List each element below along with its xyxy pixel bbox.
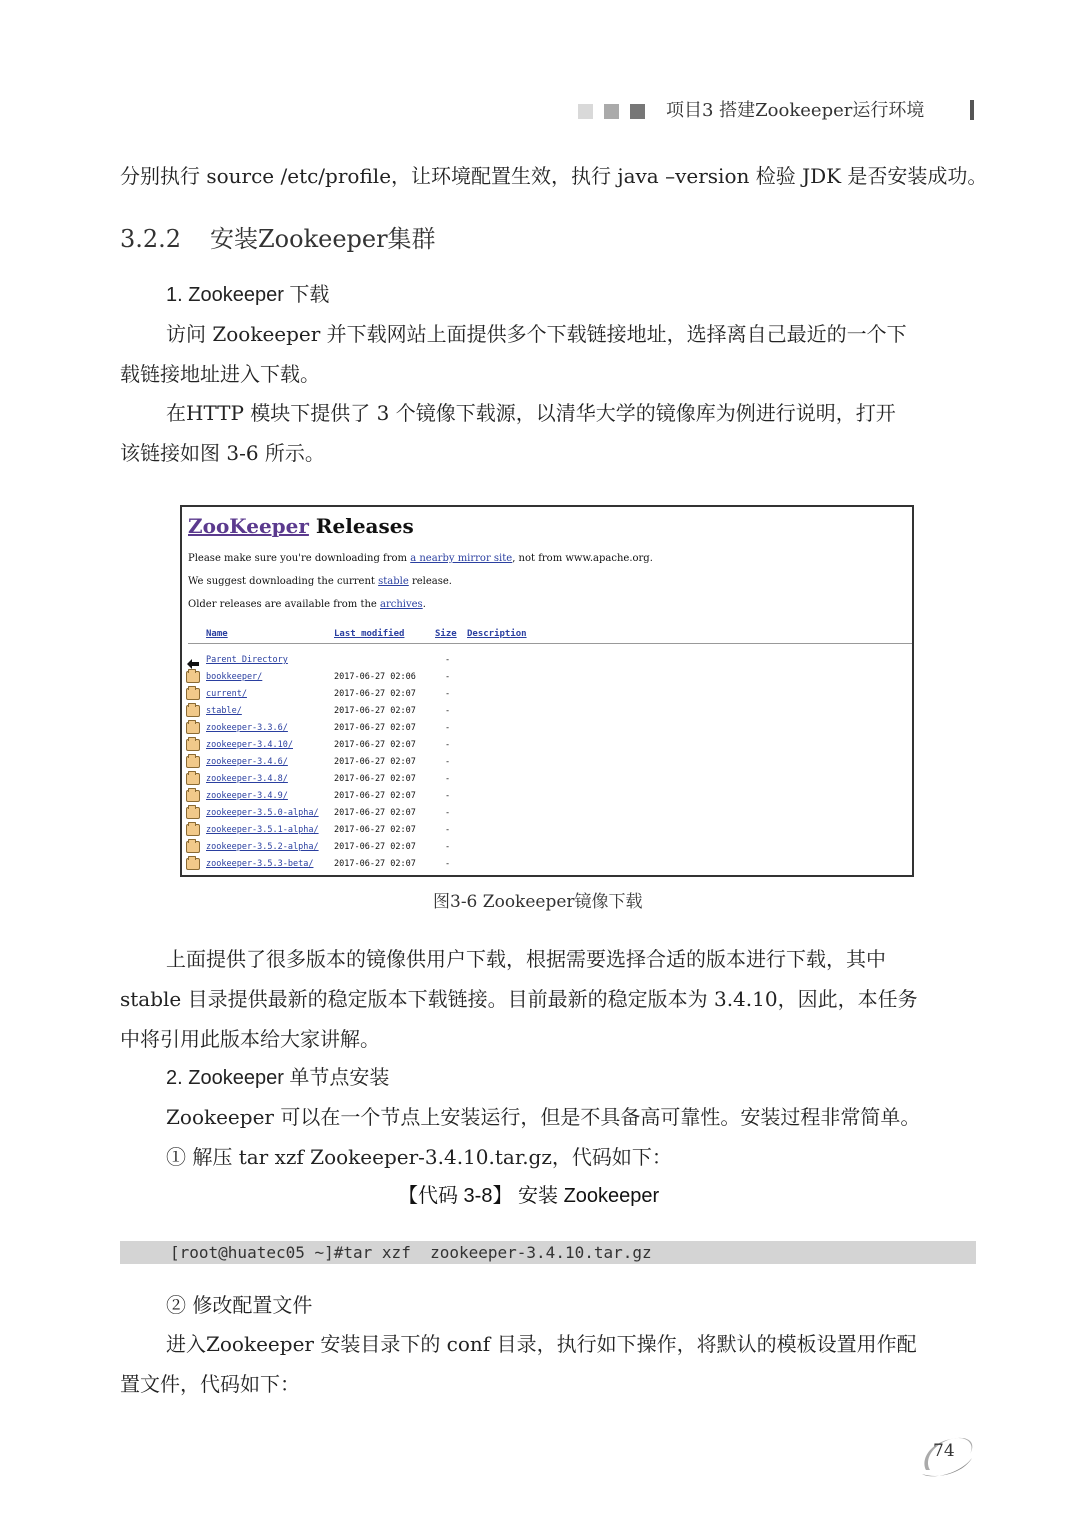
running-head-title: 项目3 搭建Zookeeper运行环境 <box>666 100 925 121</box>
paragraph-line: 载链接地址进入下载。 <box>120 362 320 386</box>
archives-notice <box>188 598 426 612</box>
directory-listing <box>186 653 786 874</box>
last-modified: 2017-06-27 02:07 <box>334 706 416 716</box>
directory-row[interactable] <box>186 823 786 840</box>
folder-icon <box>186 671 200 683</box>
last-modified: 2017-06-27 02:07 <box>334 859 416 869</box>
header-square-light <box>578 104 593 119</box>
header-square-mid <box>604 104 619 119</box>
file-size: - <box>445 774 451 784</box>
file-size: - <box>445 842 451 852</box>
directory-link[interactable]: zookeeper-3.5.3-beta/ <box>206 859 314 869</box>
paragraph-line: 在HTTP 模块下提供了 3 个镜像下载源，以清华大学的镜像库为例进行说明，打开 <box>166 401 896 425</box>
directory-link[interactable]: zookeeper-3.4.9/ <box>206 791 288 801</box>
stable-notice-pre: We suggest downloading the current <box>188 576 379 587</box>
column-header-description[interactable]: Description <box>467 629 527 639</box>
file-size: - <box>445 689 451 699</box>
section-heading <box>120 222 436 256</box>
column-header-size[interactable]: Size <box>435 629 457 639</box>
directory-link[interactable]: zookeeper-3.3.6/ <box>206 723 288 733</box>
last-modified: 2017-06-27 02:07 <box>334 757 416 767</box>
last-modified: 2017-06-27 02:07 <box>334 808 416 818</box>
folder-icon <box>186 824 200 836</box>
file-size: - <box>445 740 451 750</box>
subsection-title-single-node: 2. Zookeeper 单节点安装 <box>166 1067 390 1089</box>
mirror-notice-post: , not from www.apache.org. <box>512 553 653 564</box>
running-head <box>578 98 998 126</box>
paragraph-line: 上面提供了很多版本的镜像供用户下载，根据需要选择合适的版本进行下载，其中 <box>166 947 886 971</box>
folder-icon <box>186 807 200 819</box>
archives-notice-pre: Older releases are available from the <box>188 599 380 610</box>
file-size: - <box>445 757 451 767</box>
intro-line: 分别执行 source /etc/profile，让环境配置生效，执行 java –version 检验 JDK 是否安装成功。 <box>120 164 988 188</box>
mirror-notice <box>188 552 653 566</box>
paragraph-line: 置文件，代码如下： <box>120 1372 300 1396</box>
page-number-badge <box>918 1430 978 1482</box>
step-two: ② 修改配置文件 <box>166 1293 313 1317</box>
last-modified: 2017-06-27 02:07 <box>334 740 416 750</box>
file-size: - <box>445 825 451 835</box>
nearby-mirror-link[interactable]: a nearby mirror site <box>410 553 513 564</box>
column-header-modified[interactable]: Last modified <box>334 629 405 639</box>
code-title: 【代码 3-8】 安装 Zookeeper <box>398 1185 660 1207</box>
code-block <box>120 1241 976 1264</box>
paragraph-line: Zookeeper 可以在一个节点上安装运行，但是不具备高可靠性。安装过程非常简单。 <box>166 1105 921 1129</box>
archives-notice-post: . <box>422 599 426 610</box>
directory-link[interactable]: stable/ <box>206 706 242 716</box>
paragraph-line: 中将引用此版本给大家讲解。 <box>120 1027 380 1051</box>
mirror-notice-pre: Please make sure you're downloading from <box>188 553 411 564</box>
file-size: - <box>445 808 451 818</box>
file-size: - <box>445 791 451 801</box>
directory-link[interactable]: current/ <box>206 689 247 699</box>
page-number: 74 <box>933 1441 955 1461</box>
directory-row[interactable] <box>186 721 786 738</box>
stable-notice <box>188 575 452 589</box>
folder-icon <box>186 756 200 768</box>
directory-link[interactable]: zookeeper-3.5.2-alpha/ <box>206 842 319 852</box>
releases-title-text: Releases <box>308 514 414 538</box>
last-modified: 2017-06-27 02:07 <box>334 791 416 801</box>
last-modified: 2017-06-27 02:07 <box>334 689 416 699</box>
parent-directory-link[interactable]: Parent Directory <box>206 655 288 665</box>
last-modified: 2017-06-27 02:07 <box>334 774 416 784</box>
header-divider <box>188 643 912 644</box>
parent-directory-row[interactable] <box>186 653 786 670</box>
directory-link[interactable]: zookeeper-3.4.6/ <box>206 757 288 767</box>
directory-row[interactable] <box>186 840 786 857</box>
subsection-title-download: 1. Zookeeper 下载 <box>166 284 330 306</box>
directory-link[interactable]: zookeeper-3.4.8/ <box>206 774 288 784</box>
directory-row[interactable] <box>186 755 786 772</box>
directory-row[interactable] <box>186 687 786 704</box>
figure-caption: 图3-6 Zookeeper镜像下载 <box>433 892 643 912</box>
back-arrow-icon <box>186 654 200 666</box>
section-title: 安装Zookeeper集群 <box>210 225 436 253</box>
code-line: [root@huatec05 ~]#tar xzf zookeeper-3.4.10.tar.gz <box>170 1243 652 1262</box>
paragraph-line: stable 目录提供最新的稳定版本下载链接。目前最新的稳定版本为 3.4.10，因此，本任务 <box>120 987 918 1011</box>
paragraph-line: 进入Zookeeper 安装目录下的 conf 目录，执行如下操作，将默认的模板设置用作配 <box>166 1332 917 1356</box>
directory-row[interactable] <box>186 772 786 789</box>
directory-row[interactable] <box>186 670 786 687</box>
file-size: - <box>445 672 451 682</box>
last-modified: 2017-06-27 02:07 <box>334 842 416 852</box>
last-modified: 2017-06-27 02:07 <box>334 723 416 733</box>
directory-link[interactable]: zookeeper-3.5.1-alpha/ <box>206 825 319 835</box>
zookeeper-brand-link[interactable]: ZooKeeper <box>188 514 309 538</box>
paragraph-line: 访问 Zookeeper 并下载网站上面提供多个下载链接地址，选择离自己最近的一个下 <box>166 322 907 346</box>
figure-zookeeper-releases <box>180 505 914 877</box>
folder-icon <box>186 790 200 802</box>
directory-link[interactable]: bookkeeper/ <box>206 672 263 682</box>
stable-notice-post: release. <box>408 576 452 587</box>
folder-icon <box>186 705 200 717</box>
directory-row[interactable] <box>186 806 786 823</box>
section-number: 3.2.2 <box>120 225 182 253</box>
column-header-name[interactable]: Name <box>206 629 228 639</box>
running-head-bar <box>970 100 974 120</box>
releases-title <box>188 514 414 538</box>
directory-link[interactable]: zookeeper-3.5.0-alpha/ <box>206 808 319 818</box>
last-modified: 2017-06-27 02:07 <box>334 825 416 835</box>
paragraph-line: 该链接如图 3-6 所示。 <box>120 441 325 465</box>
archives-link[interactable]: archives <box>380 599 423 610</box>
file-size: - <box>445 655 451 665</box>
directory-row[interactable] <box>186 857 786 874</box>
directory-row[interactable] <box>186 704 786 721</box>
header-square-dark <box>630 104 645 119</box>
folder-icon <box>186 722 200 734</box>
folder-icon <box>186 739 200 751</box>
last-modified: 2017-06-27 02:06 <box>334 672 416 682</box>
file-size: - <box>445 706 451 716</box>
folder-icon <box>186 773 200 785</box>
directory-row[interactable] <box>186 789 786 806</box>
folder-icon <box>186 688 200 700</box>
step-one: ① 解压 tar xzf Zookeeper-3.4.10.tar.gz，代码如下： <box>166 1145 672 1169</box>
directory-row[interactable] <box>186 738 786 755</box>
stable-link[interactable]: stable <box>378 576 409 587</box>
folder-icon <box>186 858 200 870</box>
file-size: - <box>445 723 451 733</box>
folder-icon <box>186 841 200 853</box>
file-size: - <box>445 859 451 869</box>
directory-link[interactable]: zookeeper-3.4.10/ <box>206 740 293 750</box>
